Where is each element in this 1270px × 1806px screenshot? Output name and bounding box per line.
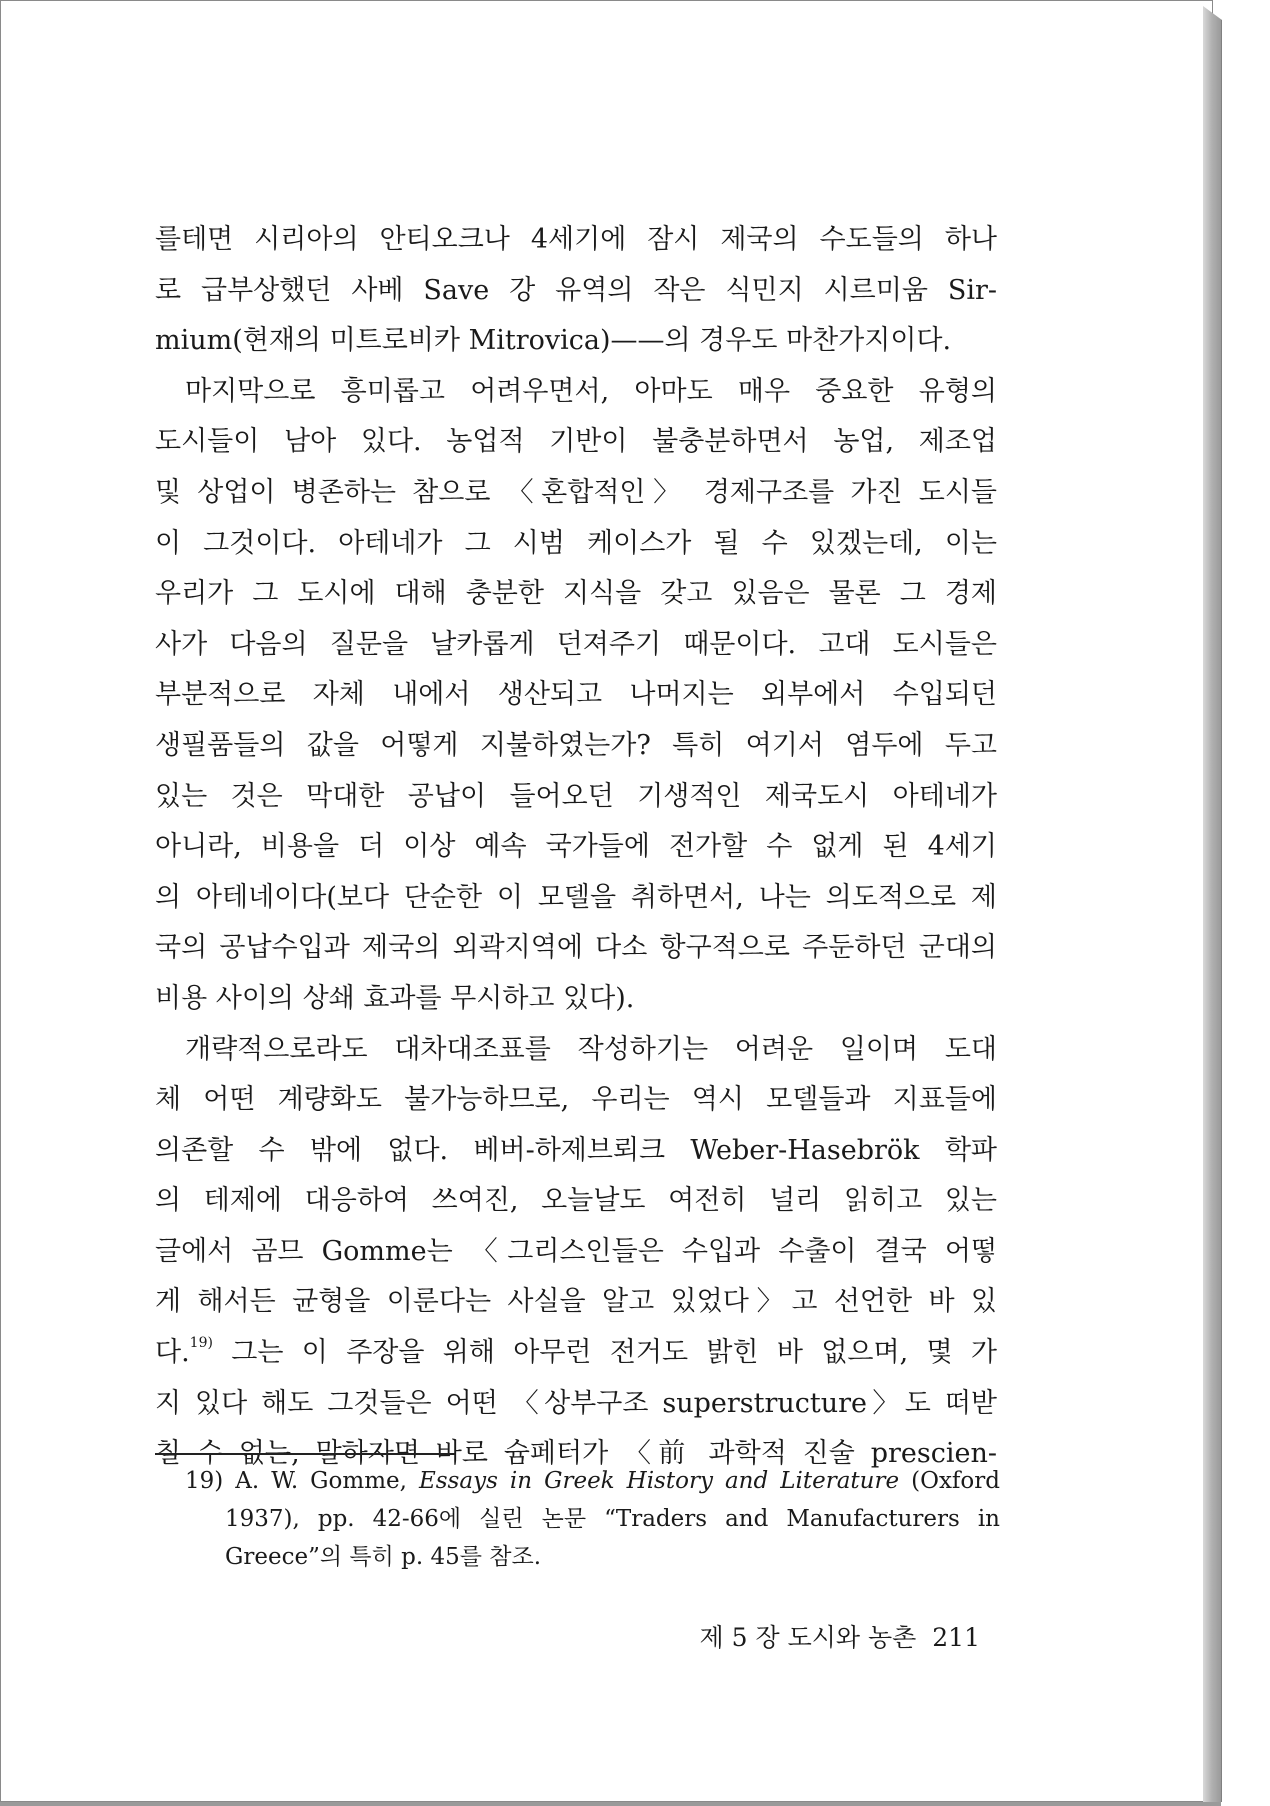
- page-number: 211: [932, 1623, 980, 1652]
- footnote-reference: 19): [189, 1335, 213, 1352]
- footnote-publisher: (Oxford: [899, 1468, 1000, 1494]
- text-line: 국의 공납수입과 제국의 외곽지역에 다소 항구적으로 주둔하던 군대의: [155, 932, 997, 964]
- text-line: 지 있다 해도 그것들은 어떤 〈상부구조 superstructure〉도 떠받: [155, 1387, 997, 1419]
- page-edge: [1203, 6, 1222, 1802]
- footnote-number: 19): [185, 1468, 224, 1494]
- footnote-line: Greece”의 특히 p. 45를 참조.: [225, 1544, 542, 1570]
- text-line: 칠 수 없는, 말하자면 바로 슘페터가 〈前 과학적 진술 prescien-: [155, 1438, 997, 1470]
- text-line: [155, 1328, 997, 1379]
- text-line: 의 테제에 대응하여 쓰여진, 오늘날도 여전히 널리 읽히고 있는: [155, 1185, 997, 1217]
- text-line: 의존할 수 밖에 없다. 베버-하제브뢰크 Weber-Hasebrök 학파: [155, 1134, 997, 1166]
- text-line: 비용 사이의 상쇄 효과를 무시하고 있다).: [155, 982, 635, 1014]
- text-line: 있는 것은 막대한 공납이 들어오던 기생적인 제국도시 아테네가: [155, 780, 997, 812]
- text-line: 및 상업이 병존하는 참으로 〈혼합적인〉 경제구조를 가진 도시들: [155, 476, 997, 508]
- text-line: 도시들이 남아 있다. 농업적 기반이 불충분하면서 농업, 제조업: [155, 426, 997, 458]
- text-line: 사가 다음의 질문을 날카롭게 던져주기 때문이다. 고대 도시들은: [155, 628, 997, 660]
- text-line: 체 어떤 계량화도 불가능하므로, 우리는 역시 모델들과 지표들에: [155, 1084, 997, 1116]
- text-line: 게 해서든 균형을 이룬다는 사실을 알고 있었다〉고 선언한 바 있: [155, 1286, 997, 1318]
- text-line: 마지막으로 흥미롭고 어려우면서, 아마도 매우 중요한 유형의: [185, 375, 997, 407]
- running-footer: [650, 1616, 980, 1660]
- text-fragment: 그는 이 주장을 위해 아무런 전거도 밝힌 바 없으며, 몇 가: [212, 1337, 997, 1369]
- chapter-title: 제 5 장 도시와 농촌: [699, 1623, 917, 1652]
- text-line: 를테면 시리아의 안티오크나 4세기에 잠시 제국의 수도들의 하나: [155, 224, 997, 255]
- text-line: 아니라, 비용을 더 이상 예속 국가들에 전가할 수 없게 된 4세기: [155, 831, 997, 863]
- text-line: 로 급부상했던 사베 Save 강 유역의 작은 식민지 시르미움 Sir-: [155, 274, 997, 306]
- text-line: 글에서 곰므 Gomme는 〈그리스인들은 수입과 수출이 결국 어떻: [155, 1235, 997, 1267]
- page-bottom-edge: [0, 1802, 1221, 1806]
- text-line: 개략적으로라도 대차대조표를 작성하기는 어려운 일이며 도대: [185, 1033, 997, 1065]
- footnote-line: 1937), pp. 42-66에 실린 논문 “Traders and Manufacturers in: [225, 1506, 1000, 1532]
- footnote-book-title: Essays in Greek History and Literature: [418, 1468, 900, 1494]
- text-fragment: 다.: [155, 1337, 190, 1369]
- body-text: [155, 215, 997, 1480]
- footnote-19: [185, 1462, 1000, 1576]
- footnote-author: A. W. Gomme,: [235, 1468, 419, 1494]
- text-line: 생필품들의 값을 어떻게 지불하였는가? 특히 여기서 염두에 두고: [155, 729, 997, 761]
- text-line: 이 그것이다. 아테네가 그 시범 케이스가 될 수 있겠는데, 이는: [155, 527, 997, 559]
- text-line: 우리가 그 도시에 대해 충분한 지식을 갖고 있음은 물론 그 경제: [155, 578, 997, 610]
- text-line: mium(현재의 미트로비카 Mitrovica)——의 경우도 마찬가지이다.: [155, 325, 952, 357]
- footnote-line: [185, 1462, 1000, 1500]
- text-line: 의 아테네이다(보다 단순한 이 모델을 취하면서, 나는 의도적으로 제: [155, 881, 997, 913]
- footnote-rule: [155, 1453, 455, 1455]
- text-line: 부분적으로 자체 내에서 생산되고 나머지는 외부에서 수입되던: [155, 679, 997, 711]
